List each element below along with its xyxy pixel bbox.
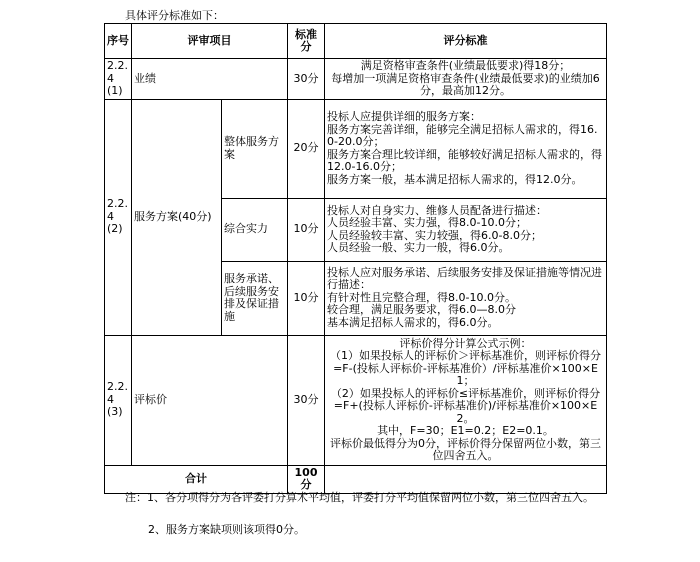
sub-item-criteria	[325, 198, 607, 261]
row-item: 评标价	[132, 335, 288, 465]
header-std-score: 标准分	[288, 24, 325, 59]
row-score: 30分	[288, 335, 325, 465]
note-2: 2、服务方案缺项则该项得0分。	[148, 523, 305, 536]
header-no: 序号	[105, 24, 132, 59]
row-item: 业绩	[132, 59, 288, 100]
sub-item-name: 综合实力	[222, 198, 288, 261]
criteria-line: （1）如果投标人的评标价＞评标基准价，则评标价得分=F-(投标人评标价-评标基准价）/评标基准价×100×E1；	[330, 349, 601, 387]
criteria-line: 满足资格审查条件(业绩最低要求)得18分；	[360, 59, 571, 72]
total-criteria-empty	[325, 465, 607, 493]
criteria-line: 服务方案一般，基本满足招标人需求的，得12.0分。	[327, 172, 583, 186]
total-row	[105, 465, 607, 493]
sub-item-score: 10分	[288, 198, 325, 261]
header-criteria: 评分标准	[325, 24, 607, 59]
sub-item-score: 10分	[288, 261, 325, 335]
criteria-line: 较合理，满足服务要求，得6.0—8.0分	[327, 303, 516, 317]
row-criteria	[325, 335, 607, 465]
criteria-line: 人员经验较丰富、实力较强，得6.0-8.0分；	[327, 228, 542, 242]
criteria-line: （2）如果投标人的评标价≤评标基准价，则评标价得分=F+(投标人评标价-评标基准价)/评标基准价×100×E2。	[330, 386, 601, 425]
criteria-line: 每增加一项满足资格审查条件(业绩最低要求)的业绩加6分，最高加12分。	[331, 71, 600, 97]
criteria-line: 服务方案合理比较详细，能够较好满足招标人需求的，得12.0-16.0分；	[327, 147, 602, 173]
sub-item-name: 服务承诺、后续服务安排及保证措施	[222, 261, 288, 335]
table-row	[105, 99, 607, 198]
table-header-row	[105, 24, 607, 59]
criteria-line: 人员经验丰富、实力强，得8.0-10.0分；	[327, 216, 527, 229]
intro-text: 具体评分标准如下：	[125, 9, 224, 22]
row-no: 2.2.4(2)	[105, 99, 132, 335]
total-label: 合计	[105, 465, 288, 493]
sub-item-name: 整体服务方案	[222, 99, 288, 198]
criteria-line: 人员经验一般、实力一般，得6.0分。	[327, 241, 510, 254]
table-row	[105, 59, 607, 100]
criteria-line: 评标价得分计算公式示例：	[399, 336, 532, 350]
scoring-table	[104, 23, 607, 494]
table-row	[105, 335, 607, 465]
criteria-line: 服务方案完善详细，能够完全满足招标人需求的，得16.0-20.0分；	[327, 122, 598, 148]
row-no: 2.2.4(1)	[105, 59, 132, 100]
criteria-line: 投标人应对服务承诺、后续服务安排及保证措施等情况进行描述：	[327, 265, 602, 292]
note-1: 注：1、各分项得分为各评委打分算术平均值，评委打分平均值保留两位小数，第三位四舍五入。	[125, 491, 594, 504]
row-criteria	[325, 59, 607, 100]
row-score: 30分	[288, 59, 325, 100]
row-item: 服务方案(40分)	[132, 99, 222, 335]
sub-item-criteria	[325, 99, 607, 198]
criteria-line: 投标人对自身实力、维修人员配备进行描述：	[327, 203, 547, 217]
sub-item-criteria	[325, 261, 607, 335]
criteria-line: 评标价最低得分为0分，评标价得分保留两位小数，第三位四舍五入。	[330, 436, 601, 462]
total-score: 100分	[288, 465, 325, 493]
header-item: 评审项目	[132, 24, 288, 59]
criteria-line: 其中，F=30；E1=0.2；E2=0.1。	[377, 424, 554, 437]
criteria-line: 投标人应提供详细的服务方案：	[327, 110, 481, 123]
row-no: 2.2.4(3)	[105, 335, 132, 465]
criteria-line: 有针对性且完整合理，得8.0-10.0分。	[327, 290, 516, 304]
criteria-line: 基本满足招标人需求的，得6.0分。	[327, 315, 499, 329]
sub-item-score: 20分	[288, 99, 325, 198]
